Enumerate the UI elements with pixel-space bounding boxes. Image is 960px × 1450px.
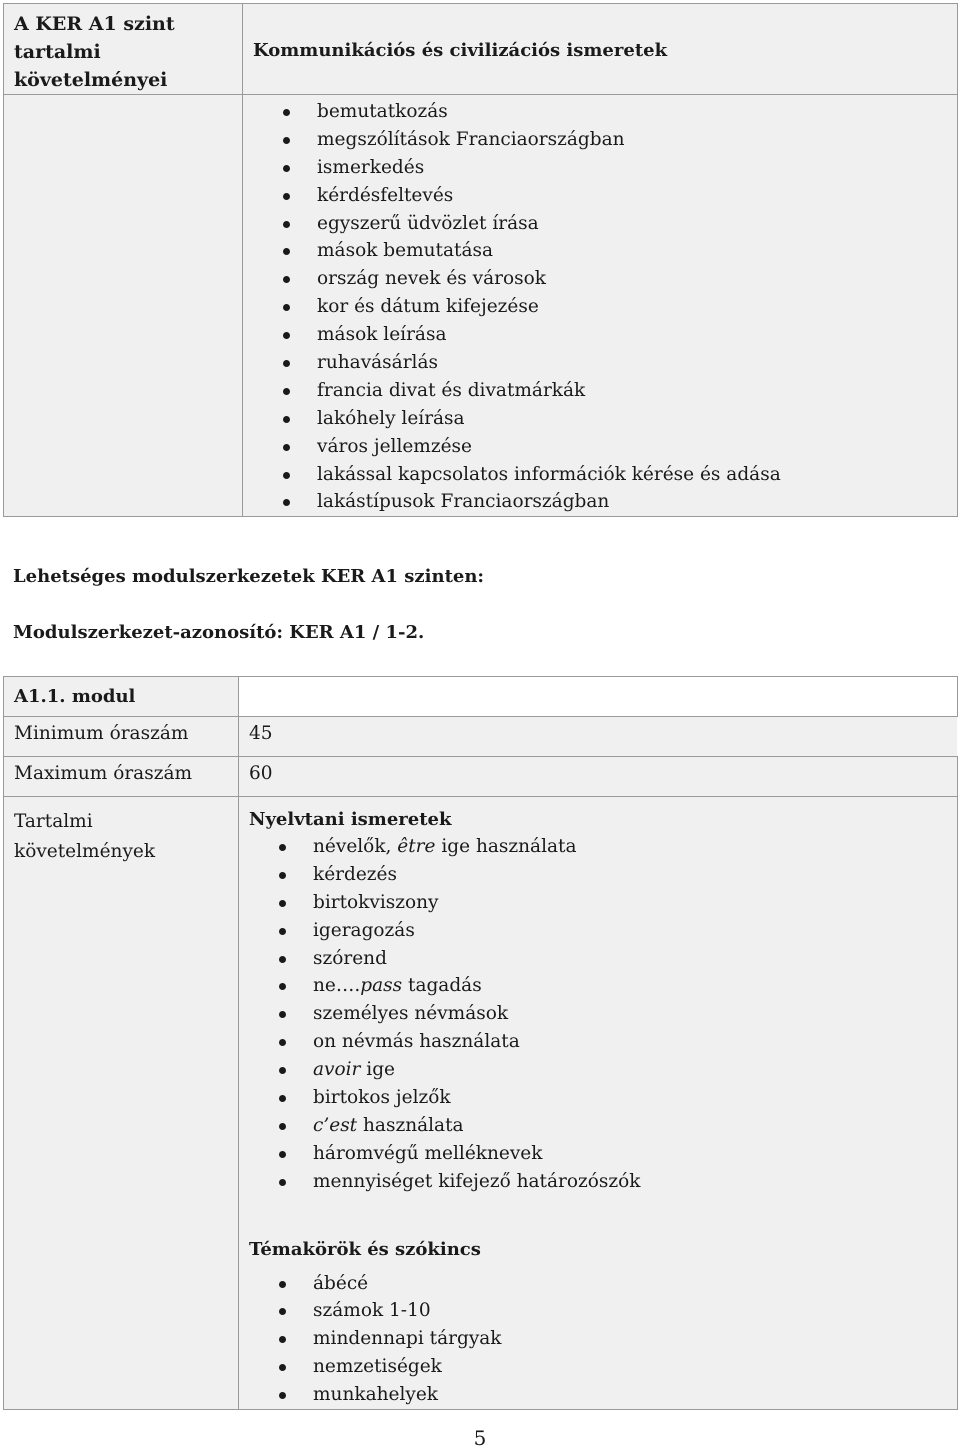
list-item: számok 1-10 [239,1297,957,1325]
topics-title: Témakörök és szókincs [249,1238,481,1260]
max-hours-label: Maximum óraszám [14,763,193,784]
list-item: on névmás használata [239,1028,957,1056]
list-item: mások leírása [243,321,957,349]
bullet-icon [283,444,290,451]
list-item: ismerkedés [243,154,957,182]
list-item: ábécé [239,1270,957,1298]
bullet-icon [283,360,290,367]
min-hours-label-cell [4,717,239,757]
list-item: város jellemzése [243,433,957,461]
empty-cell [239,677,958,717]
list-item: avoir ige [239,1056,957,1084]
bullet-icon [283,165,290,172]
list-item: lakással kapcsolatos információk kérése és adása [243,461,957,489]
list-item: kérdezés [239,861,957,889]
bullet-icon [283,193,290,200]
module-title: A1.1. modul [14,686,136,707]
section-title-cell [243,4,958,95]
level-label-line: tartalmi [14,41,101,63]
bullet-icon [279,1123,286,1130]
requirements-table [3,3,958,517]
requirements-label-line: Tartalmi [14,811,93,832]
section-title: Kommunikációs és civilizációs ismeretek [253,40,668,61]
requirements-label [4,797,238,867]
list-item: ország nevek és városok [243,265,957,293]
bullet-icon [283,276,290,283]
list-item: háromvégű melléknevek [239,1140,957,1168]
max-hours-label-cell [4,757,239,797]
list-item: lakástípusok Franciaországban [243,488,957,516]
level-label-line: követelményei [14,69,168,91]
bullet-icon [283,472,290,479]
list-item: megszólítások Franciaországban [243,126,957,154]
bullet-icon [279,983,286,990]
topics-list-cell [243,95,958,517]
requirements-label-cell [4,797,239,1410]
list-item: ruhavásárlás [243,349,957,377]
bullet-icon [279,1151,286,1158]
list-item: egyszerű üdvözlet írása [243,210,957,238]
min-hours-value-cell [239,717,958,757]
empty-label-cell [4,95,243,517]
bullet-icon [279,1308,286,1315]
bullet-icon [283,137,290,144]
list-item: lakóhely leírása [243,405,957,433]
min-hours-value: 45 [249,723,273,744]
bullet-icon [279,1392,286,1399]
bullet-icon [279,1281,286,1288]
bullet-icon [279,1067,286,1074]
bullet-icon [279,1011,286,1018]
list-item: kor és dátum kifejezése [243,293,957,321]
bullet-icon [279,1039,286,1046]
bullet-icon [279,1336,286,1343]
grammar-list [239,833,957,1196]
bullet-icon [283,388,290,395]
list-item: birtokviszony [239,889,957,917]
list-item: mások bemutatása [243,237,957,265]
list-item: francia divat és divatmárkák [243,377,957,405]
list-item: személyes névmások [239,1000,957,1028]
topics-list [239,1270,957,1409]
bullet-icon [283,304,290,311]
bullet-icon [283,248,290,255]
max-hours-value: 60 [249,763,273,784]
bullet-icon [283,221,290,228]
list-item: bemutatkozás [243,98,957,126]
page-number: 5 [473,1426,487,1450]
bullet-icon [279,872,286,879]
list-item: kérdésfeltevés [243,182,957,210]
bullet-icon [283,499,290,506]
module-title-cell [4,677,239,717]
bullet-icon [279,928,286,935]
max-hours-value-cell [239,757,958,797]
list-item: munkahelyek [239,1381,957,1409]
grammar-title: Nyelvtani ismeretek [249,809,452,830]
bullet-icon [279,1095,286,1102]
structure-id-heading: Modulszerkezet-azonosító: KER A1 / 1-2. [13,622,425,643]
requirements-content-cell [239,797,958,1410]
list-item: mennyiséget kifejező határozószók [239,1168,957,1196]
list-item: c’est használata [239,1112,957,1140]
bullet-icon [283,332,290,339]
list-item: mindennapi tárgyak [239,1325,957,1353]
module-table [3,676,958,1410]
bullet-icon [279,844,286,851]
bullet-icon [283,109,290,116]
bullet-icon [283,416,290,423]
list-item: névelők, être ige használata [239,833,957,861]
level-label [4,4,242,94]
requirements-label-line: követelmények [14,841,156,862]
possible-structures-heading: Lehetséges modulszerkezetek KER A1 szinten: [13,566,485,587]
list-item: szórend [239,945,957,973]
list-item: birtokos jelzők [239,1084,957,1112]
list-item: ne….pass tagadás [239,972,957,1000]
bullet-icon [279,1179,286,1186]
min-hours-label: Minimum óraszám [14,723,189,744]
level-label-cell [4,4,243,95]
level-label-line: A KER A1 szint [14,13,175,35]
bullet-icon [279,900,286,907]
communication-topics-list [243,98,957,516]
list-item: nemzetiségek [239,1353,957,1381]
list-item: igeragozás [239,917,957,945]
bullet-icon [279,1364,286,1371]
bullet-icon [279,956,286,963]
